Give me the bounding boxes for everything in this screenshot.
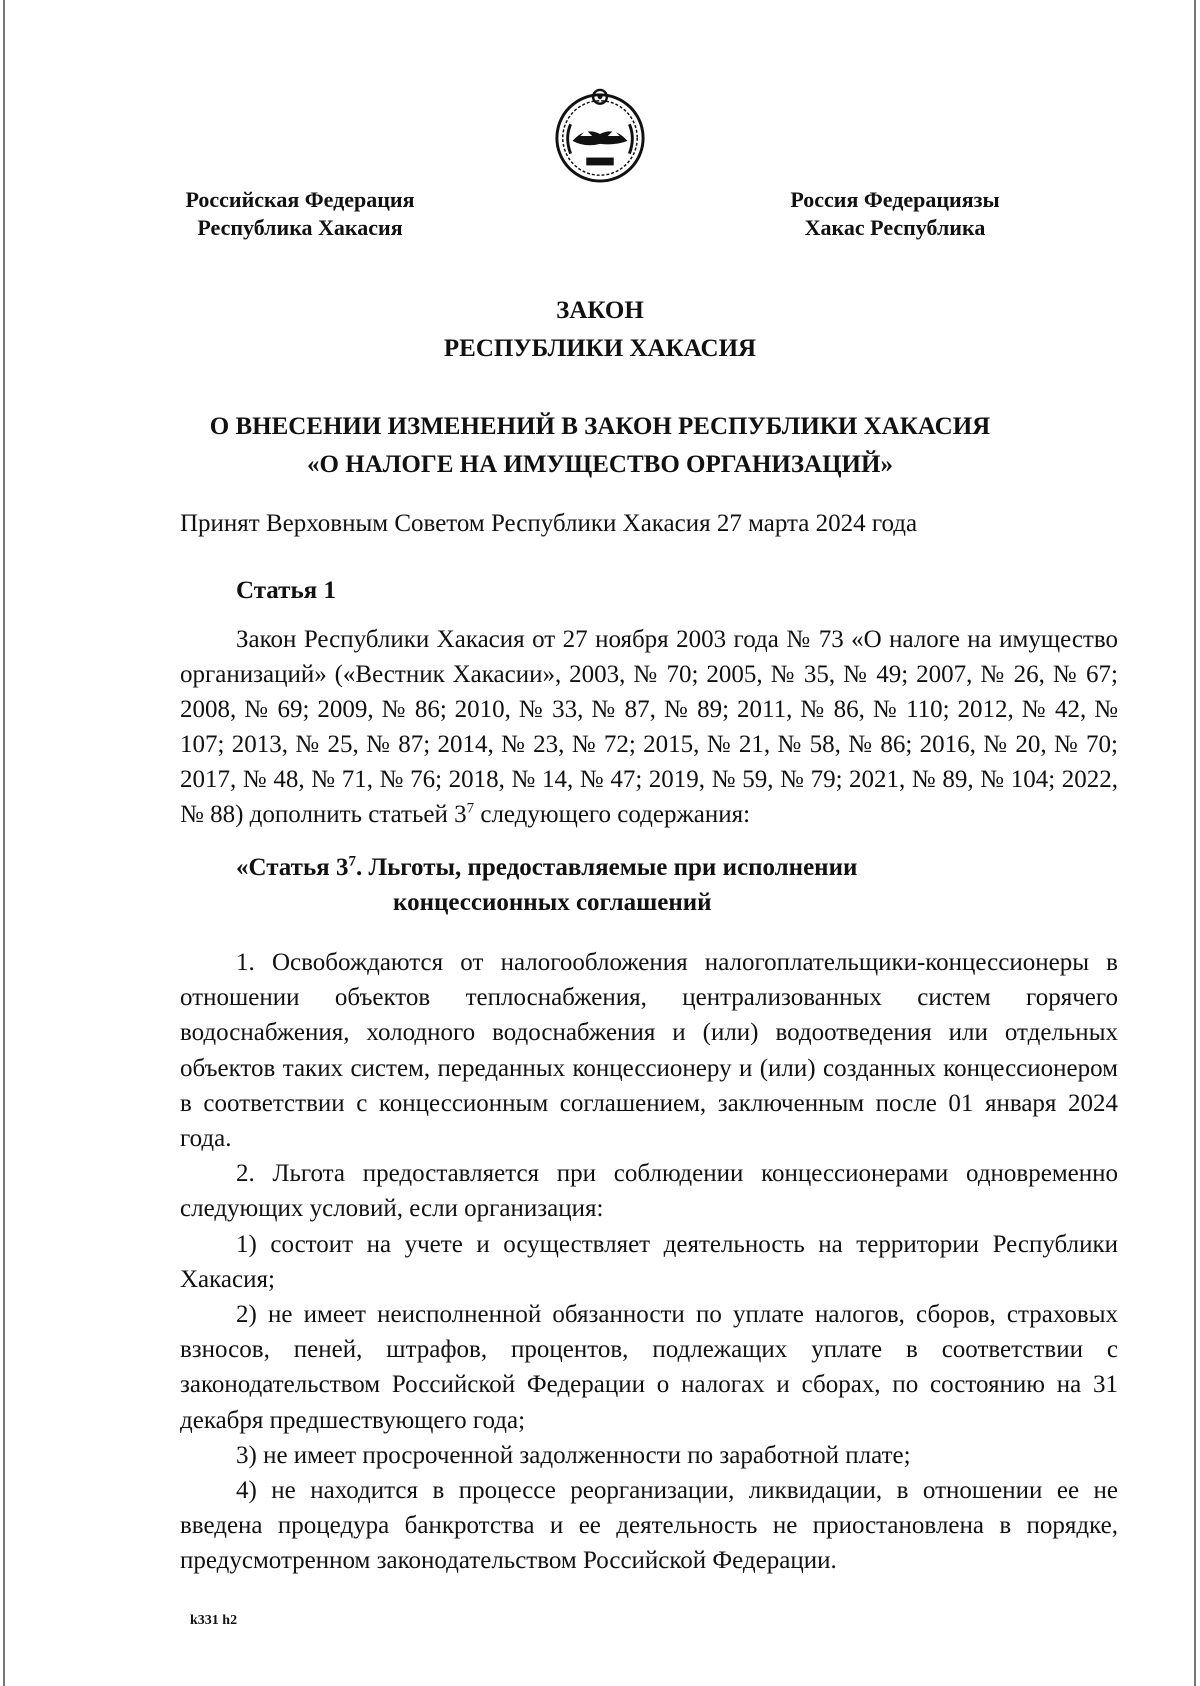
- coat-of-arms-icon: [551, 87, 649, 185]
- header-right-republic: Хакас Республика: [804, 215, 986, 240]
- new-article-title-line1: . Льготы, предоставляемые при исполнении: [355, 854, 858, 881]
- clause-paragraph: 3) не имеет просроченной задолженности по заработной плате;: [236, 1441, 911, 1469]
- article-1-body-superscript: 7: [466, 800, 475, 817]
- law-title-line1: ЗАКОН: [556, 297, 644, 324]
- scan-edge-right: [1194, 0, 1196, 1686]
- header-left: [150, 186, 450, 242]
- law-subject-line2: «О НАЛОГЕ НА ИМУЩЕСТВО ОРГАНИЗАЦИЙ»: [307, 451, 893, 478]
- scan-edge-left: [3, 0, 5, 1686]
- header-left-republic: Республика Хакасия: [197, 215, 403, 240]
- article-1-heading: Статья 1: [236, 577, 336, 604]
- clause-paragraph: 2) не имеет неисполненной обязанности по уплате налогов, сборов, страховых взносов, пеней, штрафов, процентов, подлежащих уплате в соответствии с законодательством Российской Федерации о налогах и сборах, по состоянию на 31 декабря предшествующего года;: [180, 1301, 1118, 1434]
- clause-paragraph: 1) состоит на учете и осуществляет деятельность на территории Республики Хакасия;: [180, 1230, 1118, 1293]
- law-title-line2: РЕСПУБЛИКИ ХАКАСИЯ: [443, 335, 757, 362]
- document-code: k331 h2: [190, 1613, 238, 1628]
- new-article-prefix: «Статья 3: [236, 854, 349, 881]
- header-left-country: Российская Федерация: [185, 187, 415, 212]
- new-article-title-line2: концессионных соглашений: [393, 889, 712, 916]
- clause-paragraph: 1. Освобождаются от налогообложения налогоплательщики-концессионеры в отношении объектов теплоснабжения, централизованных систем горячего водоснабжения, холодного водоснабжения и (или) водоотведения или отдельных объектов таких систем, переданных концессионеру и (или) созданных концессионером в соответствии с концессионным соглашением, заключенным после 01 января 2024 года.: [180, 949, 1118, 1153]
- new-article-superscript: 7: [348, 853, 356, 870]
- header-right: [730, 186, 1060, 242]
- adoption-statement: Принят Верховным Советом Республики Хакасия 27 марта 2024 года: [180, 510, 918, 537]
- article-1-body: [180, 622, 1118, 832]
- article-1-body-text: Закон Республики Хакасия от 27 ноября 2003 года № 73 «О налоге на имущество организаций» («Вестник Хакасии», 2003, № 70; 2005, № 35, № 49; 2007, № 26, № 67; 2008, № 69; 2009, № 86; 2010, № 33, № 87, № 89; 2011, № 86, № 110; 2012, № 42, № 107; 2013, № 25, № 87; 2014, № 23, № 72; 2015, № 21, № 58, № 86; 2016, № 20, № 70; 2017, № 48, № 71, № 76; 2018, № 14, № 47; 2019, № 59, № 79; 2021, № 89, № 104; 2022, № 88) дополнить статьей 3: [180, 626, 1118, 828]
- header-right-country: Россия Федерациязы: [790, 187, 1000, 212]
- new-article-heading: [236, 850, 1036, 920]
- law-subject: [150, 408, 1050, 484]
- clause-paragraph: 4) не находится в процессе реорганизации, ликвидации, в отношении ее не введена процедура банкротства и ее деятельность не приостановлена в порядке, предусмотренном законодательством Российской Федерации.: [180, 1477, 1118, 1575]
- article-1-body-text-end: следующего содержания:: [474, 801, 751, 828]
- law-subject-line1: О ВНЕСЕНИИ ИЗМЕНЕНИЙ В ЗАКОН РЕСПУБЛИКИ ХАКАСИЯ: [209, 413, 991, 440]
- clause-paragraph: 2. Льгота предоставляется при соблюдении концессионерами одновременно следующих условий, если организация:: [180, 1160, 1118, 1223]
- clauses-list: [180, 945, 1118, 1579]
- law-title: [150, 292, 1050, 368]
